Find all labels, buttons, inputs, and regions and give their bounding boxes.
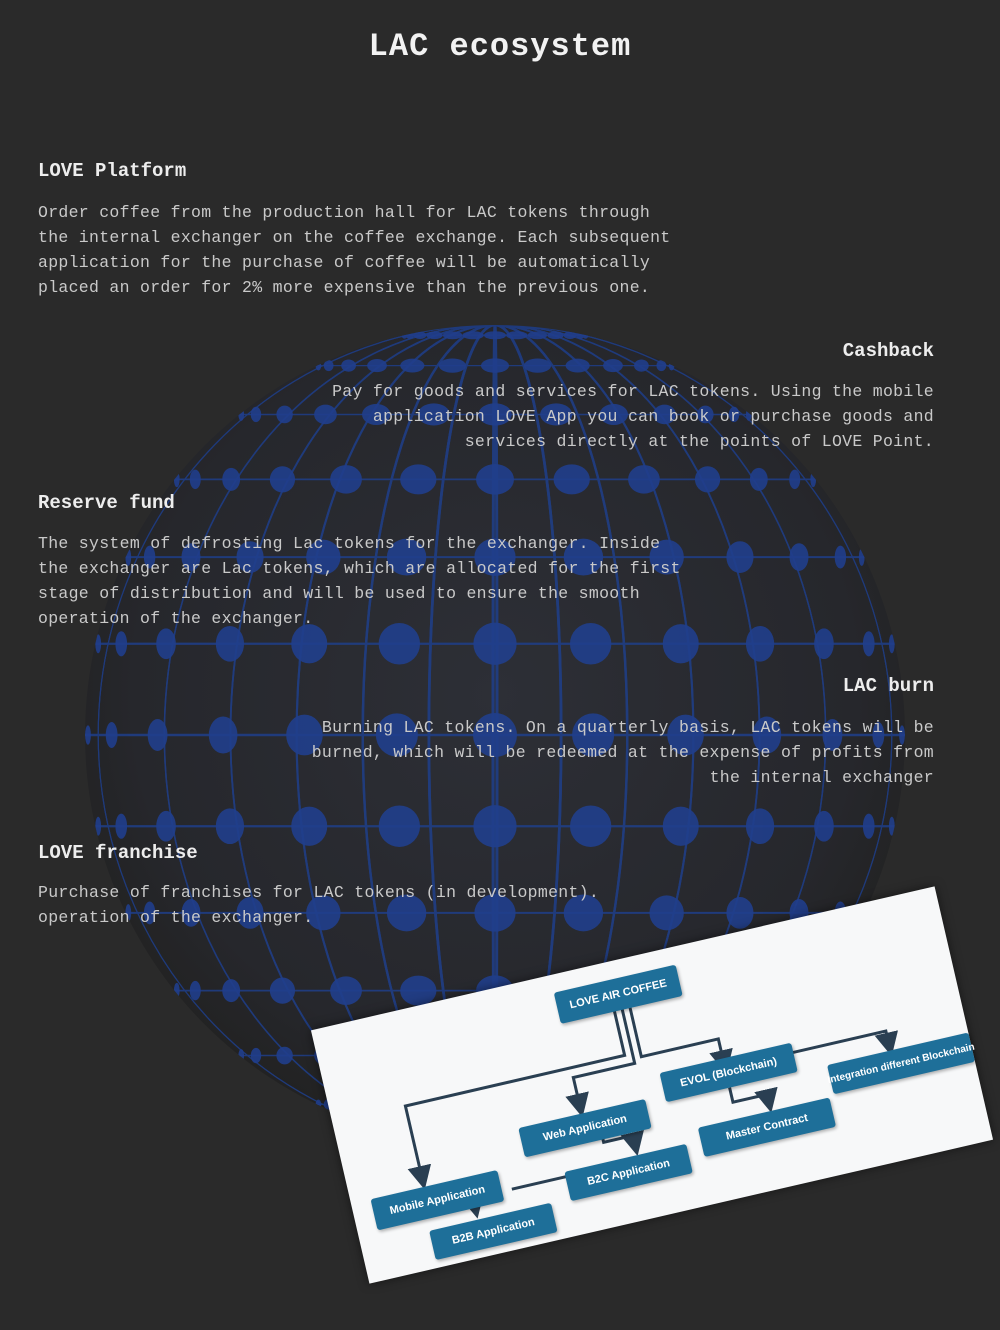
globe-node <box>85 725 91 744</box>
globe-node <box>506 331 528 339</box>
section-heading-love-franchise: LOVE franchise <box>38 842 198 864</box>
globe-node <box>324 360 334 371</box>
globe-node <box>190 470 201 489</box>
globe-node <box>583 332 589 339</box>
globe-node <box>156 628 176 659</box>
globe-node <box>554 464 590 494</box>
diagram-node-b2b-application: B2B Application <box>429 1203 558 1260</box>
globe-node <box>863 631 875 656</box>
globe-node <box>216 808 244 844</box>
globe-node <box>476 464 514 494</box>
section-text-cashback: Pay for goods and services for LAC tokens. Using the mobile application LOVE App you can book or purchase goods and services directly at the points of LOVE Point. <box>332 382 934 451</box>
diagram-node-evol-blockchain: EVOL (Blockchain) <box>659 1043 797 1103</box>
globe-node <box>222 979 240 1002</box>
globe-node <box>222 468 240 491</box>
globe-node <box>810 472 816 487</box>
section-text-love-platform: Order coffee from the production hall for LAC tokens through the internal exchanger on the coffee exchange. Each subsequent application for the purchase of coffee will be automatically placed an order for 2% more expensive than the previous one. <box>38 203 671 297</box>
globe-node <box>341 360 356 372</box>
globe-node <box>835 546 846 569</box>
globe-node <box>564 332 577 339</box>
globe-node <box>814 811 834 842</box>
globe-node <box>174 983 180 998</box>
globe-node <box>634 360 649 372</box>
globe-node <box>603 359 623 372</box>
globe-node <box>789 470 800 489</box>
globe-node <box>316 361 322 371</box>
globe-node <box>426 331 442 339</box>
globe-node <box>473 805 516 847</box>
globe-node <box>484 331 506 339</box>
globe-node <box>95 817 101 836</box>
globe-node <box>405 332 414 339</box>
globe-node <box>814 628 834 659</box>
globe-node <box>524 358 551 372</box>
globe-node <box>276 1047 292 1065</box>
globe-node <box>190 981 201 1000</box>
page-title: LAC ecosystem <box>368 28 632 65</box>
globe-node <box>462 331 484 339</box>
globe-node <box>148 719 168 751</box>
globe-node <box>270 466 295 492</box>
globe-node <box>414 332 427 339</box>
globe-node <box>889 634 895 653</box>
globe-node <box>156 811 176 842</box>
globe-node <box>330 976 362 1005</box>
globe-node <box>863 814 875 839</box>
globe-node <box>400 464 436 494</box>
globe-node <box>628 465 660 494</box>
globe-node <box>566 359 590 373</box>
diagram-node-mobile-application: Mobile Application <box>370 1170 504 1230</box>
globe-node <box>859 548 865 566</box>
section-heading-love-platform: LOVE Platform <box>38 160 187 182</box>
globe-node <box>400 359 424 373</box>
globe-node <box>238 1049 244 1062</box>
globe-node <box>547 331 563 339</box>
globe-node <box>528 331 548 339</box>
globe-node <box>106 722 118 748</box>
globe-node <box>400 976 436 1006</box>
diagram-node-integration-blockchain: Integration different Blockchain <box>827 1033 975 1095</box>
globe-node <box>367 359 387 372</box>
globe-node <box>174 472 180 487</box>
globe-node <box>746 808 774 844</box>
globe-node <box>656 360 666 371</box>
section-text-reserve-fund: The system of defrosting Lac tokens for the exchanger. Inside the exchanger are Lac tokens, which are allocated for the first stage of distribution and will be used to ensure the smooth operation of the exchanger. <box>38 534 681 628</box>
section-text-love-franchise: Purchase of franchises for LAC tokens (in development). operation of the exchanger. <box>38 883 600 927</box>
globe-node <box>663 807 699 846</box>
globe-node <box>291 807 327 846</box>
globe-node <box>115 631 127 656</box>
globe-node <box>439 358 466 372</box>
globe-node <box>95 634 101 653</box>
globe-node <box>746 626 774 662</box>
globe-node <box>330 465 362 494</box>
section-heading-reserve-fund: Reserve fund <box>38 492 175 514</box>
diagram-node-love-air-coffee: LOVE AIR COFFEE <box>554 965 683 1024</box>
diagram-node-web-application: Web Application <box>518 1099 651 1157</box>
globe-node <box>790 543 809 571</box>
section-text-lac-burn: Burning LAC tokens. On a quarterly basis, LAC tokens will be burned, which will be redeemed at the expense of profits from the internal exchanger <box>311 718 934 787</box>
globe-node <box>316 1099 322 1109</box>
globe-node <box>216 626 244 662</box>
globe-node <box>443 331 463 339</box>
globe-node <box>695 466 720 492</box>
globe-node <box>570 805 611 847</box>
diagram-node-master-contract: Master Contract <box>698 1097 836 1157</box>
globe-node <box>379 805 420 847</box>
section-heading-cashback: Cashback <box>842 340 934 362</box>
globe-node <box>889 817 895 836</box>
globe-node <box>270 978 295 1004</box>
globe-node <box>669 361 675 371</box>
globe-node <box>115 814 127 839</box>
section-heading-lac-burn: LAC burn <box>842 675 934 697</box>
globe-node <box>251 1048 261 1063</box>
diagram-node-b2c-application: B2C Application <box>564 1144 693 1201</box>
globe-node <box>481 358 509 372</box>
globe-node <box>750 468 768 491</box>
